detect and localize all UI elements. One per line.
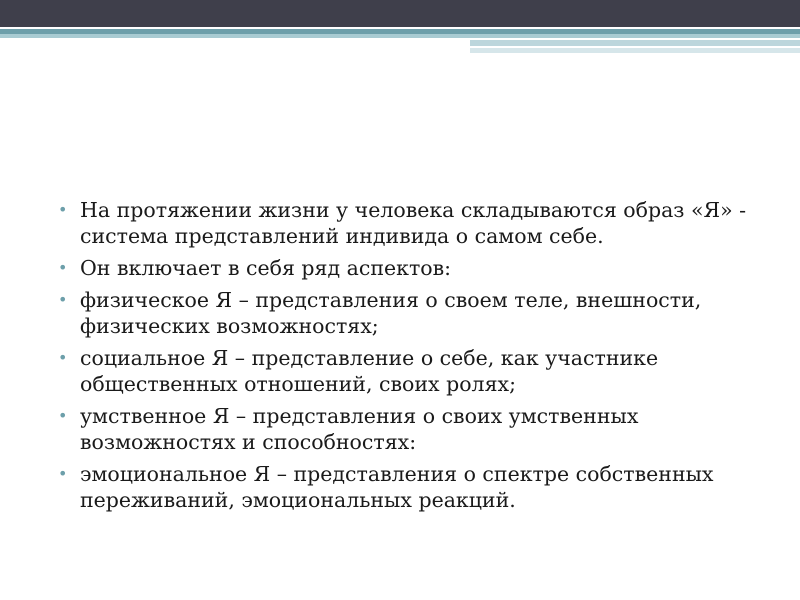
accent-stripe [0,34,800,38]
bullet-dot-icon: • [58,200,68,219]
bullet-dot-icon: • [58,258,68,277]
list-item [54,403,766,455]
accent-stripe [470,48,800,53]
bullet-dot-icon: • [58,348,68,367]
list-item [54,461,766,513]
bullet-list [54,197,766,519]
bullet-dot-icon: • [58,464,68,483]
accent-stripe [470,40,800,46]
list-item-text: умственное Я – представления о своих умственных возможностях и способностях: [80,404,639,454]
list-item [54,287,766,339]
list-item-text: социальное Я – представление о себе, как участнике общественных отношений, своих ролях; [80,346,659,396]
list-item [54,345,766,397]
list-item-text: На протяжении жизни у человека складываются образ «Я» - система представлений индивида о самом себе. [80,198,747,248]
list-item-text: Он включает в себя ряд аспектов: [80,256,452,280]
list-item [54,255,766,281]
list-item-text: физическое Я – представления о своем теле, внешности, физических возможностях; [80,288,702,338]
list-item [54,197,766,249]
header-bar [0,0,800,27]
bullet-dot-icon: • [58,290,68,309]
bullet-dot-icon: • [58,406,68,425]
list-item-text: эмоциональное Я – представления о спектре собственных переживаний, эмоциональных реакций. [80,462,714,512]
